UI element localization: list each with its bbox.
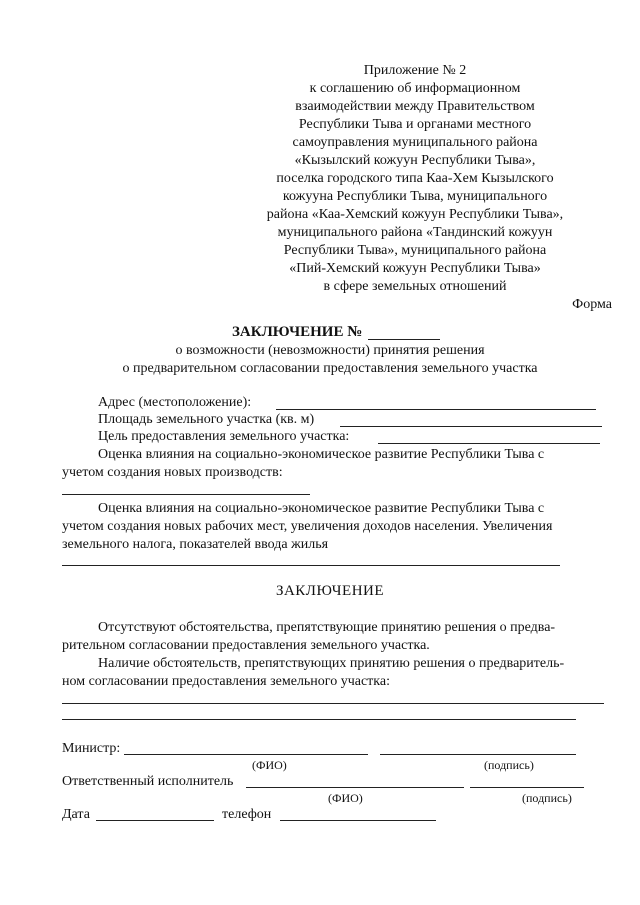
appendix-line: Республики Тыва», муниципального района bbox=[283, 243, 547, 258]
minister-fio-caption: (ФИО) bbox=[252, 758, 287, 772]
address-blank bbox=[276, 409, 596, 410]
phone-blank bbox=[280, 820, 436, 821]
appendix-line: «Кызылский кожуун Республики Тыва», bbox=[294, 153, 536, 168]
appendix-line: кожууна Республики Тыва, муниципального bbox=[282, 189, 548, 204]
assessment2-text: учетом создания новых рабочих мест, увеличения доходов населения. Увеличения bbox=[62, 519, 553, 534]
document-number-blank bbox=[368, 339, 440, 340]
title-subline: о возможности (невозможности) принятия решения bbox=[175, 343, 485, 358]
appendix-line: самоуправления муниципального района bbox=[292, 135, 538, 150]
conclusion-paragraph: ном согласовании предоставления земельного участка: bbox=[62, 674, 390, 689]
area-label: Площадь земельного участка (кв. м) bbox=[98, 412, 315, 427]
assessment1-text: Оценка влияния на социально-экономическое развитие Республики Тыва с bbox=[98, 447, 545, 462]
date-label: Дата bbox=[62, 807, 90, 822]
appendix-line: поселка городского типа Каа-Хем Кызылского bbox=[276, 171, 554, 186]
form-label: Форма bbox=[572, 297, 612, 312]
conclusion-heading: ЗАКЛЮЧЕНИЕ bbox=[275, 583, 385, 599]
minister-signature-blank bbox=[380, 754, 576, 755]
title-subline: о предварительном согласовании предоставления земельного участка bbox=[122, 361, 538, 376]
phone-label: телефон bbox=[222, 807, 272, 822]
appendix-line: Республики Тыва и органами местного bbox=[298, 117, 532, 132]
assessment2-blank bbox=[62, 565, 560, 566]
conclusion-blank bbox=[62, 719, 576, 720]
conclusion-paragraph: Наличие обстоятельств, препятствующих принятию решения о предваритель- bbox=[98, 656, 565, 671]
appendix-line: «Пий-Хемский кожуун Республики Тыва» bbox=[289, 261, 541, 276]
executor-label: Ответственный исполнитель bbox=[62, 774, 234, 789]
conclusion-paragraph: Отсутствуют обстоятельства, препятствующие принятию решения о предва- bbox=[98, 620, 556, 635]
executor-signature-blank bbox=[470, 787, 584, 788]
purpose-label: Цель предоставления земельного участка: bbox=[98, 429, 350, 444]
appendix-line: взаимодействии между Правительством bbox=[295, 99, 535, 114]
conclusion-paragraph: рительном согласовании предоставления земельного участка. bbox=[62, 638, 430, 653]
address-label: Адрес (местоположение): bbox=[98, 395, 252, 410]
executor-fio-caption: (ФИО) bbox=[328, 791, 363, 805]
minister-label: Министр: bbox=[62, 741, 121, 756]
executor-fio-blank bbox=[246, 787, 464, 788]
assessment1-blank bbox=[62, 494, 310, 495]
appendix-line: Приложение № 2 bbox=[363, 63, 467, 78]
assessment1-text: учетом создания новых производств: bbox=[62, 465, 283, 480]
appendix-line: района «Каа-Хемский кожуун Республики Тыва», bbox=[266, 207, 564, 222]
area-blank bbox=[340, 426, 602, 427]
date-blank bbox=[96, 820, 214, 821]
document-title: ЗАКЛЮЧЕНИЕ № bbox=[232, 324, 363, 340]
minister-fio-blank bbox=[124, 754, 368, 755]
purpose-blank bbox=[378, 443, 600, 444]
appendix-line: к соглашению об информационном bbox=[309, 81, 521, 96]
appendix-line: в сфере земельных отношений bbox=[323, 279, 507, 294]
appendix-line: муниципального района «Тандинский кожуун bbox=[277, 225, 553, 240]
assessment2-text: Оценка влияния на социально-экономическое развитие Республики Тыва с bbox=[98, 501, 545, 516]
executor-signature-caption: (подпись) bbox=[522, 791, 572, 805]
minister-signature-caption: (подпись) bbox=[484, 758, 534, 772]
conclusion-blank bbox=[62, 703, 604, 704]
assessment2-text: земельного налога, показателей ввода жилья bbox=[62, 537, 329, 552]
